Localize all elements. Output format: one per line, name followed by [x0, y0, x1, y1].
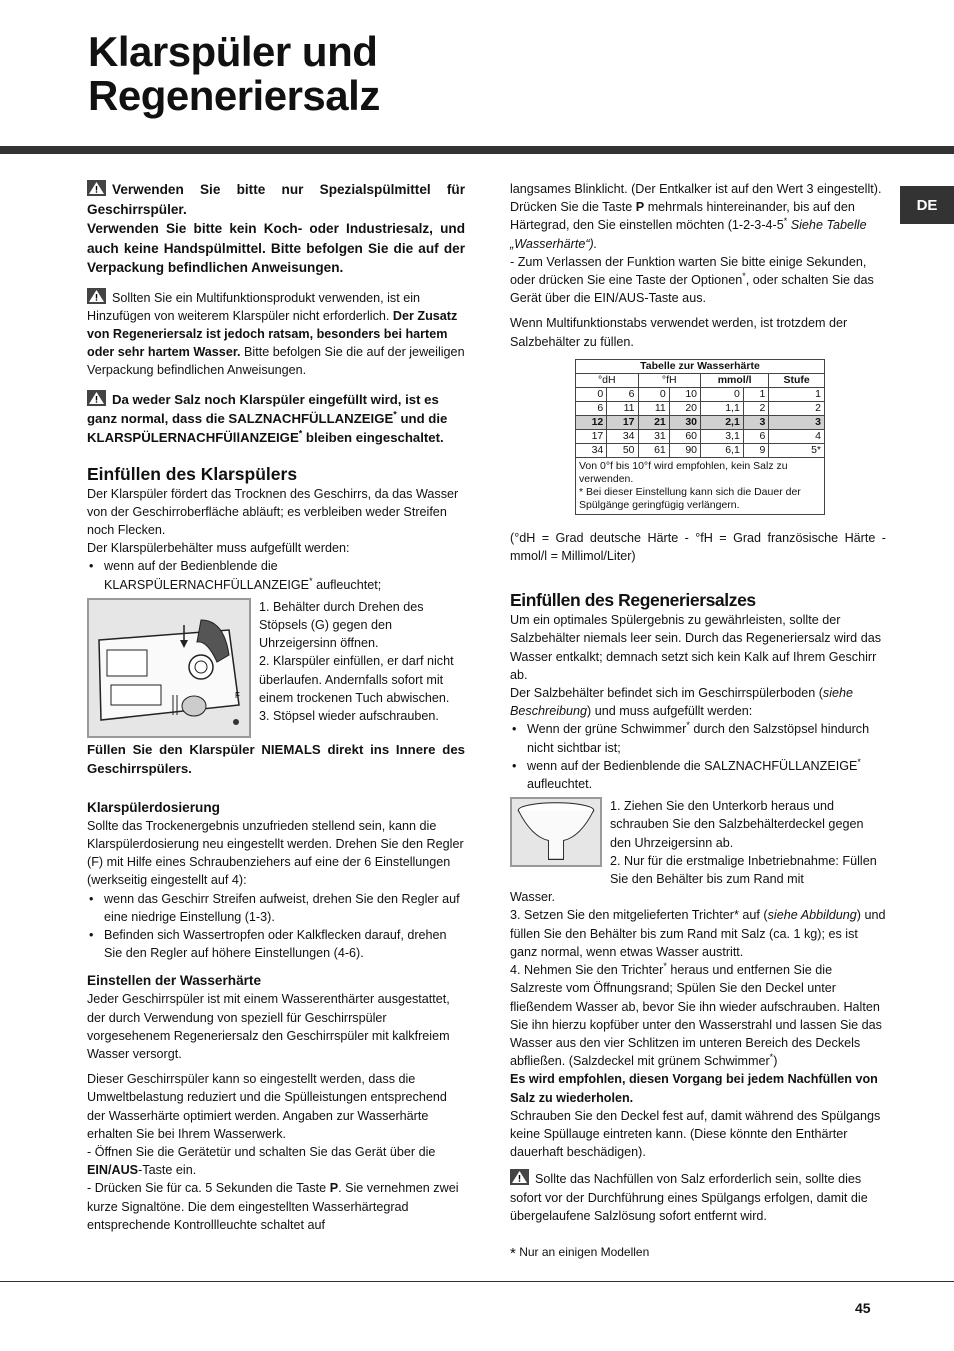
salt-steps	[610, 797, 886, 888]
rinse-aid-dispenser-illustration	[87, 598, 251, 738]
step-text: 3. Stöpsel wieder aufschrauben.	[259, 708, 439, 723]
table-cell: 1	[769, 387, 825, 401]
table-cell: 10	[669, 387, 700, 401]
warning-icon	[87, 180, 106, 196]
table-cell: 0	[638, 387, 669, 401]
never-warning: Füllen Sie den Klarspüler NIEMALS direkt ins Innere des Geschirrspülers.	[87, 741, 465, 777]
table-cell: 34	[607, 429, 638, 443]
list	[510, 720, 886, 793]
table-cell: 30	[669, 415, 700, 429]
step-text: 2. Klarspüler einfüllen, er darf nicht überlaufen. Andernfalls sofort mit einem trockenen Tuch abwischen.	[259, 654, 454, 705]
left-column	[87, 180, 465, 1234]
warning-block-2: Sollten Sie ein Multifunktionsprodukt verwenden, ist ein Hinzufügen von weiterem Klarspüler nicht erforderlich. Der Zusatz von Regeneriersalz ist jedoch ratsam, besonders bei hartem oder sehr hartem Wasser. Bitte befolgen Sie die auf der jeweiligen Verpackung befindlichen Anweisungen.	[87, 288, 465, 380]
table-row	[576, 415, 825, 429]
warning-icon	[87, 288, 106, 304]
table-cell: 21	[638, 415, 669, 429]
table-cell: 3	[743, 415, 768, 429]
list-item: • Wenn der grüne Schwimmer* durch den Salzstöpsel hindurch nicht sichtbar ist;	[510, 720, 886, 756]
table-cell: 1,1	[701, 401, 744, 415]
language-tab	[900, 186, 954, 224]
paragraph: Dieser Geschirrspüler kann so eingestellt werden, dass die Umweltbelastung reduziert und die Spülleistungen entsprechend der Wasserhärte optimiert werden. Angaben zur Wasserhärte erhalten Sie bei Ihrem Wasserwerk.	[87, 1072, 447, 1141]
section-heading-rinse-aid: Einfüllen des Klarspülers	[87, 463, 298, 484]
table-cell: 50	[607, 443, 638, 457]
paragraph: Der Klarspüler fördert das Trocknen des Geschirrs, da das Wasser von der Geschirroberfläche abläuft; es verbleiben weder Streifen noch Flecken.	[87, 486, 459, 537]
table-cell: 6,1	[701, 443, 744, 457]
list-item: • wenn auf der Bedienblende die KLARSPÜLERNACHFÜLLANZEIGE* aufleuchtet;	[87, 557, 465, 593]
table-cell: 20	[669, 401, 700, 415]
table-cell: 60	[669, 429, 700, 443]
table-cell: 6	[576, 401, 607, 415]
table-row	[576, 401, 825, 415]
title-line-2: Regeneriersalz	[88, 72, 380, 119]
page-number: 45	[855, 1300, 871, 1316]
step-text: 1. Behälter durch Drehen des Stöpsels (G) gegen den Uhrzeigersinn öffnen.	[259, 599, 424, 651]
paragraph: - Zum Verlassen der Funktion warten Sie bitte einige Sekunden, oder drücken Sie eine Taste der Optionen*, oder schalten Sie das Gerät über die EIN/AUS-Taste aus.	[510, 254, 874, 306]
paragraph: Sollte das Trockenergebnis unzufrieden stellend sein, kann die Klarspülerdosierung neu eingestellt werden. Drehen Sie den Regler (F) mit Hilfe eines Schraubenziehers auf eine der 6 Einstellungen (werkseitig eingestellt auf 4):	[87, 818, 464, 888]
warning-salt: Sollte das Nachfüllen von Salz erforderlich sein, sollte dies sofort vor der Durchführung eines Spülgangs erfolgen, damit die übergelaufene Salzlösung sofort entfernt wird.	[510, 1169, 886, 1225]
footnote: * Nur an einigen Modellen	[510, 1244, 650, 1262]
header-rule	[0, 146, 954, 154]
paragraph: - Drücken Sie für ca. 5 Sekunden die Taste P. Sie vernehmen zwei kurze Signaltöne. Die dem eingestellten Wasserhärtegrad entsprechende Kontrollleuchte schaltet auf	[87, 1181, 459, 1232]
language-tab-label: DE	[916, 196, 938, 214]
warning-icon	[87, 390, 106, 406]
salt-funnel-illustration	[510, 797, 602, 867]
recommendation: Es wird empfohlen, diesen Vorgang bei jedem Nachfüllen von Salz zu wiederholen.	[510, 1072, 878, 1105]
svg-text:F: F	[235, 690, 240, 700]
step-text: Wasser.	[510, 890, 556, 905]
paragraph: Schrauben Sie den Deckel fest auf, damit während des Spülgangs keine Spüllauge eintreten kann. (Diese könnte den Enthärter dauerhaft beschädigen).	[510, 1108, 881, 1160]
table-cell: 11	[638, 401, 669, 415]
list-item: • wenn das Geschirr Streifen aufweist, drehen Sie den Regler auf eine niedrige Einstellung (1-3).	[87, 890, 465, 926]
salt-figure-row	[510, 797, 886, 888]
table-title: Tabelle zur Wasserhärte	[576, 359, 825, 373]
step-text: 2. Nur für die erstmalige Inbetriebnahme: Füllen Sie den Behälter bis zum Rand mit	[610, 853, 877, 887]
units-legend: (°dH = Grad deutsche Härte - °fH = Grad französische Härte - mmol/l = Millimol/Liter)	[510, 530, 886, 564]
right-column	[510, 180, 886, 1263]
list-item: • Befinden sich Wassertropfen oder Kalkflecken darauf, drehen Sie den Regler auf höhere Einstellungen (4-6).	[87, 926, 465, 962]
table-row	[576, 429, 825, 443]
table-cell: 3	[769, 415, 825, 429]
table-cell: 31	[638, 429, 669, 443]
table-cell: 6	[743, 429, 768, 443]
table-cell: 12	[576, 415, 607, 429]
table-cell: 0	[576, 387, 607, 401]
table-cell: 2	[743, 401, 768, 415]
list-item: • wenn auf der Bedienblende die SALZNACHFÜLLANZEIGE* aufleuchtet.	[510, 757, 886, 793]
table-cell: 11	[607, 401, 638, 415]
table-note: Von 0°f bis 10°f wird empfohlen, kein Salz zu verwenden. * Bei dieser Einstellung kann sich die Dauer der Spülgänge geringfügig verlängern.	[576, 457, 825, 514]
step-text: 3. Setzen Sie den mitgelieferten Trichter* auf (siehe Abbildung) und füllen Sie den Behälter bis zum Rand mit Salz (ca. 1 kg); es ist ganz normal, wenn etwas Wasser austritt.	[510, 908, 886, 959]
step-text: 4. Nehmen Sie den Trichter* heraus und entfernen Sie die Salzreste vom Öffnungsrand; Spülen Sie den Deckel unter fließendem Wasser ab, bevor Sie ihn wieder aufschrauben. Halten Sie ihn hierzu kopfüber unter den Wasserstrahl und lassen Sie das Wasser aus den vier Schlitzen im unteren Bereich des Deckels abfließen. (Salzdeckel mit grünem Schwimmer*)	[510, 960, 882, 1069]
table-row	[576, 387, 825, 401]
paragraph: - Öffnen Sie die Gerätetür und schalten Sie das Gerät über die EIN/AUS-Taste ein.	[87, 1144, 436, 1178]
table-cell: 6	[607, 387, 638, 401]
section-heading-salt: Einfüllen des Regeneriersalzes	[510, 590, 756, 611]
page-title	[88, 30, 380, 118]
table-cell: 1	[743, 387, 768, 401]
paragraph: Jeder Geschirrspüler ist mit einem Wasserenthärter ausgestattet, der durch Verwendung von speziell für Geschirrspüler vorgesehenem Regeneriersalz den Geschirrspüler mit kalkfreiem Wasser versorgt.	[87, 992, 450, 1061]
table-cell: 3,1	[701, 429, 744, 443]
paragraph: Der Klarspülerbehälter muss aufgefüllt werden:	[87, 541, 350, 556]
table-cell: 61	[638, 443, 669, 457]
step-text: 1. Ziehen Sie den Unterkorb heraus und schrauben Sie den Salzbehälterdeckel gegen den Uhrzeigersinn ab.	[610, 799, 864, 850]
title-line-1: Klarspüler und	[88, 28, 378, 75]
table-cell: 9	[743, 443, 768, 457]
footer-rule	[0, 1281, 954, 1282]
table-cell: 17	[576, 429, 607, 443]
warning-icon	[510, 1169, 529, 1185]
table-cell: 34	[576, 443, 607, 457]
table-cell: 17	[607, 415, 638, 429]
paragraph: Wenn Multifunktionstabs verwendet werden, ist trotzdem der Salzbehälter zu füllen.	[510, 316, 848, 349]
paragraph: Drücken Sie die Taste P mehrmals hintereinander, bis auf den Härtegrad, den Sie einstellen möchten (1-2-3-4-5* Siehe Tabelle „Wasserhärte“).	[510, 200, 867, 251]
table-header-row: °dH °fH mmol/l Stufe	[576, 373, 825, 387]
paragraph: Um ein optimales Spülergebnis zu gewährleisten, sollte der Salzbehälter niemals leer sein. Durch das Regeneriersalz wird das Wasser entkalkt; demnach setzt sich kein Kalk auf Ihrem Geschirr ab.	[510, 613, 881, 682]
rinse-aid-figure-row	[87, 598, 465, 738]
water-hardness-table	[575, 359, 825, 515]
table-cell: 2	[769, 401, 825, 415]
warning-block-1: Verwenden Sie bitte nur Spezialspülmittel für Geschirrspüler. Verwenden Sie bitte kein Koch- oder Industriesalz, und auch keine Handspülmittel. Bitte befolgen Sie die auf der Verpackung befindlichen Anweisungen.	[87, 182, 465, 275]
subheading-water-hardness: Einstellen der Wasserhärte	[87, 973, 262, 989]
list	[87, 890, 465, 963]
warning-block-3: Da weder Salz noch Klarspüler eingefüllt wird, ist es ganz normal, dass die SALZNACHFÜLLANZEIGE* und die KLARSPÜLERNACHFÜllANZEIGE* bleiben eingeschaltet.	[87, 391, 448, 445]
table-cell: 2,1	[701, 415, 744, 429]
table-cell: 0	[701, 387, 744, 401]
subheading-dosage: Klarspülerdosierung	[87, 799, 220, 815]
table-cell: 4	[769, 429, 825, 443]
list	[87, 557, 465, 593]
table-row	[576, 443, 825, 457]
paragraph: langsames Blinklicht. (Der Entkalker ist auf den Wert 3 eingestellt).	[510, 182, 882, 196]
table-cell: 5*	[769, 443, 825, 457]
table-cell: 90	[669, 443, 700, 457]
paragraph: Der Salzbehälter befindet sich im Geschirrspülerboden (siehe Beschreibung) und muss aufgefüllt werden:	[510, 686, 854, 719]
rinse-aid-steps	[259, 598, 465, 738]
